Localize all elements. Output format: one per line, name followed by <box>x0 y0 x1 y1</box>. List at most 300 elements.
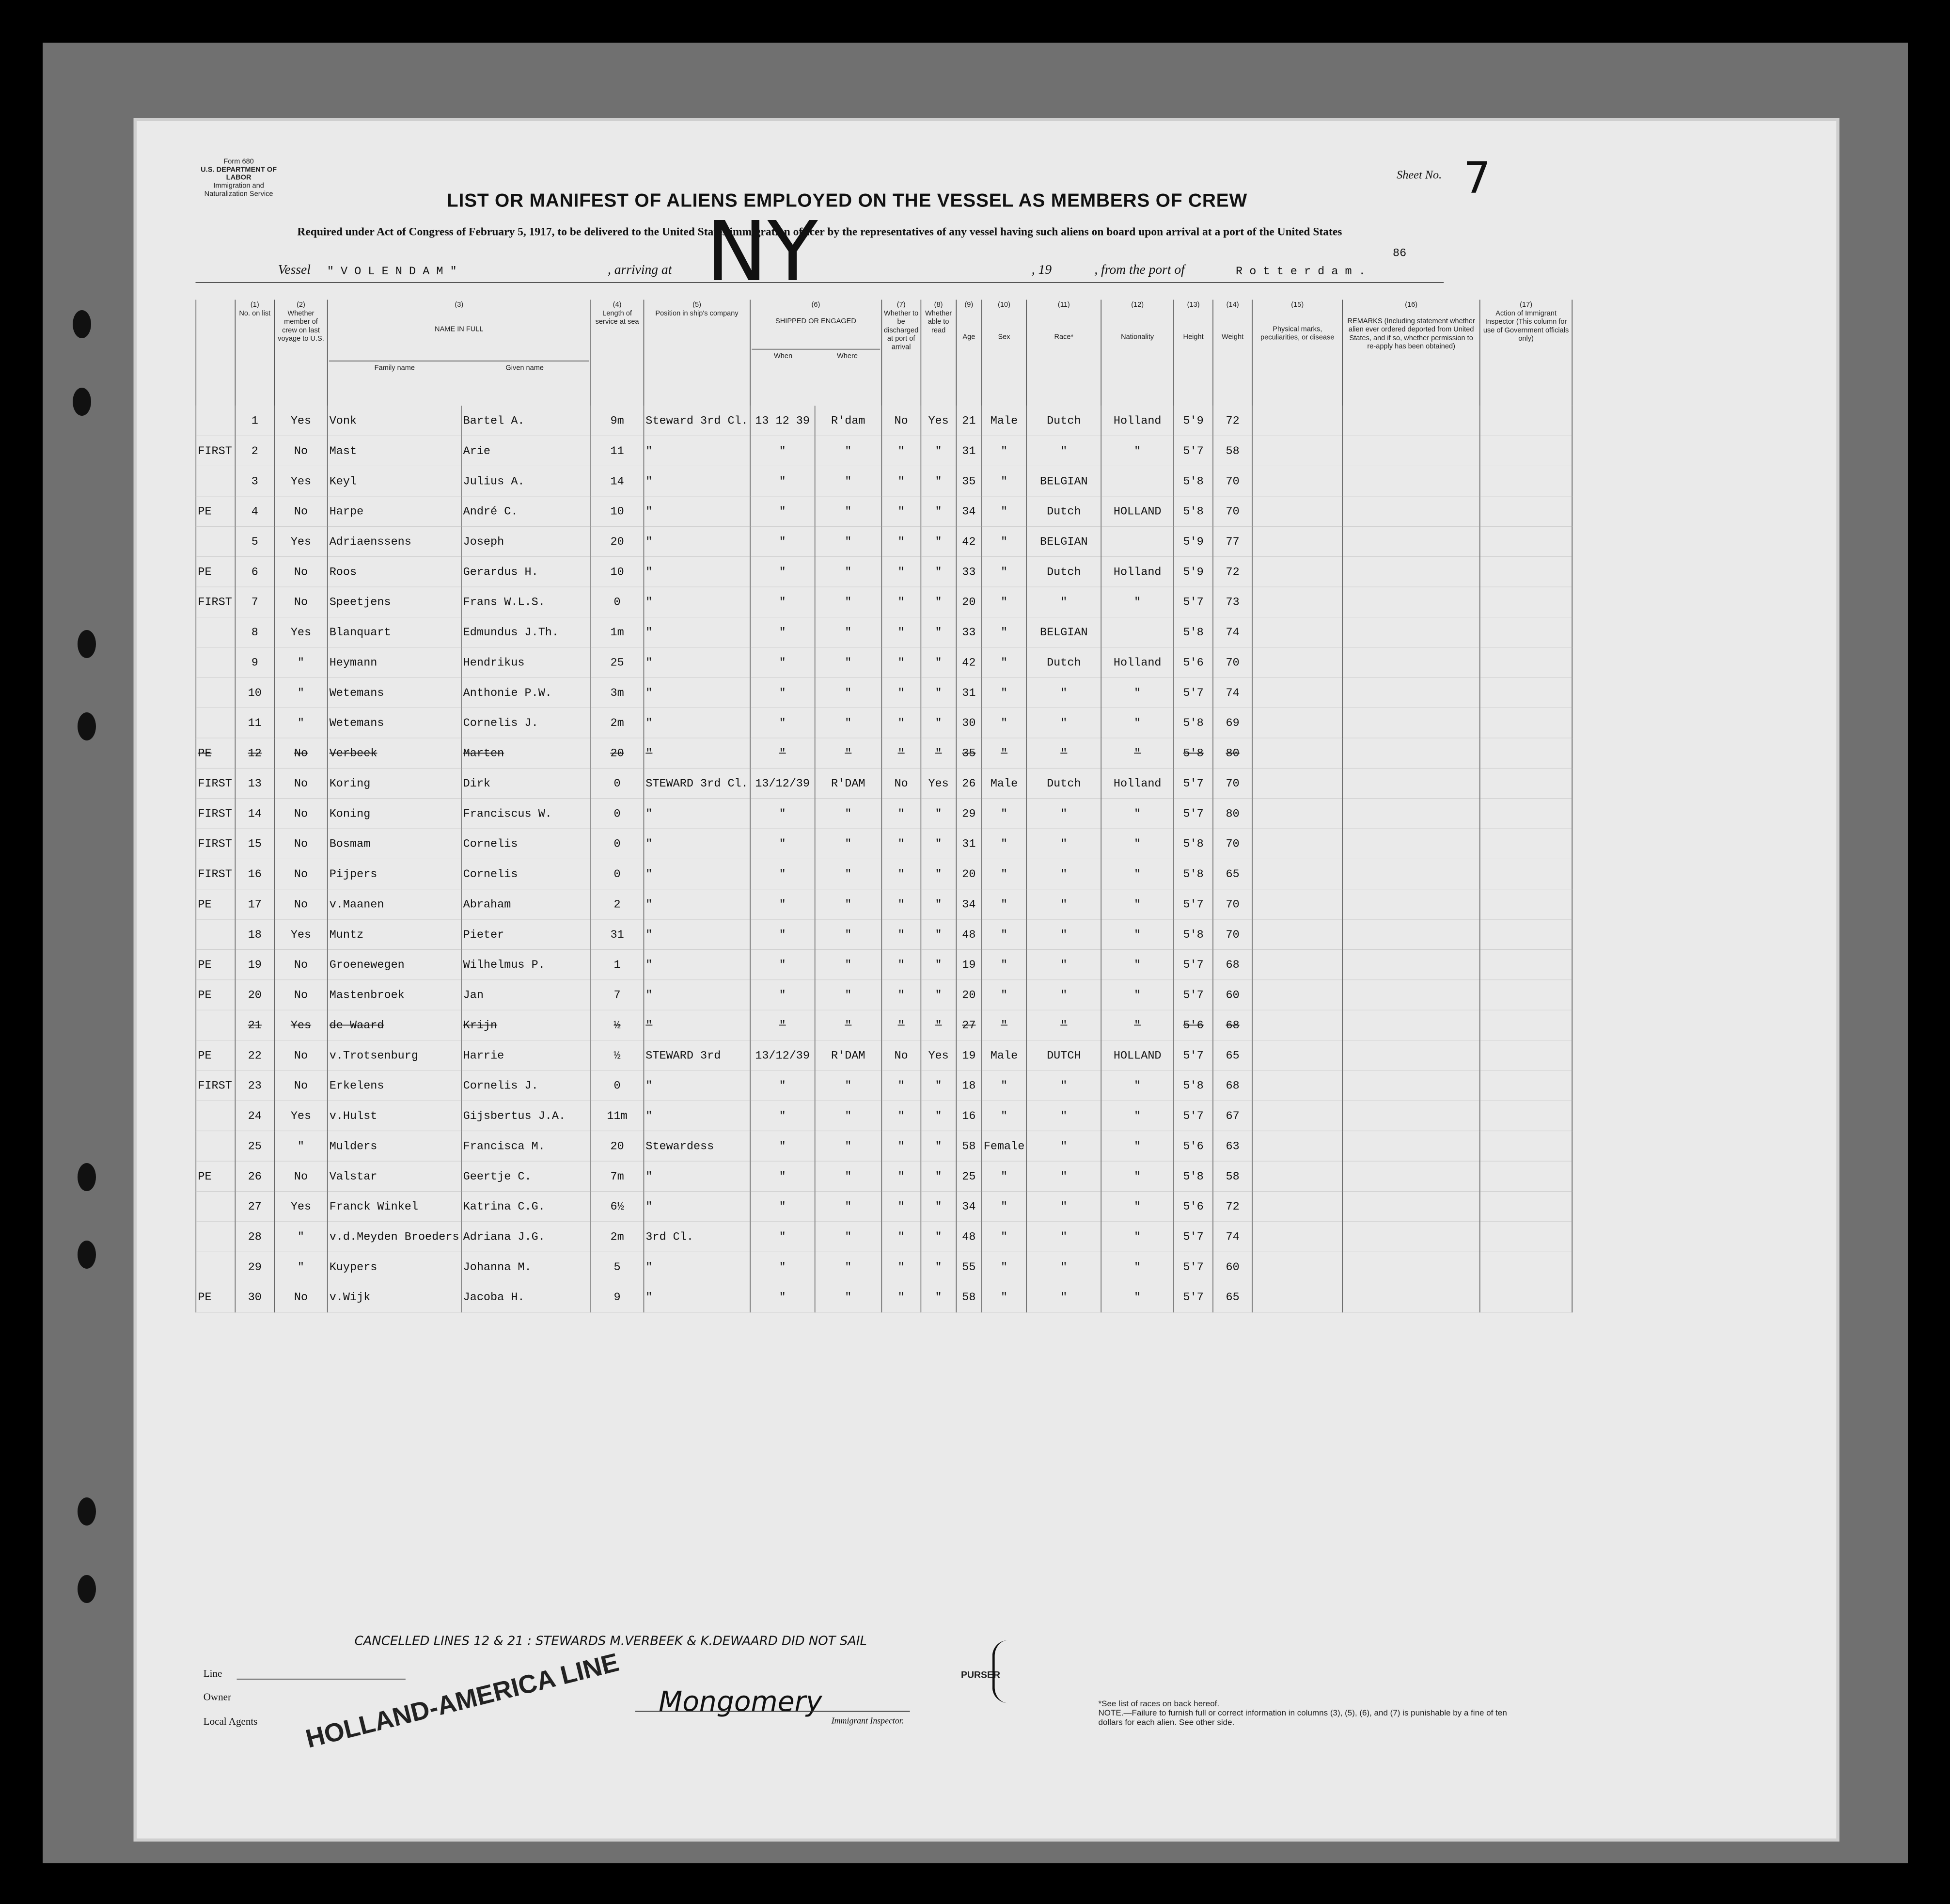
form-number: Form 680 <box>223 157 254 165</box>
row-able-to-read: Yes <box>921 768 956 798</box>
row-inspector-action <box>1480 1040 1572 1070</box>
row-weight: 73 <box>1213 587 1252 617</box>
row-nationality: " <box>1101 436 1174 466</box>
row-age: 34 <box>956 889 982 919</box>
row-height: 5'7 <box>1174 889 1213 919</box>
row-discharged: " <box>881 1161 921 1191</box>
row-discharged: " <box>881 466 921 496</box>
row-age: 19 <box>956 1040 982 1070</box>
col-11-header: (11) Race* <box>1026 300 1101 406</box>
row-height: 5'7 <box>1174 950 1213 980</box>
row-physical-marks <box>1252 1282 1342 1312</box>
row-mark <box>196 1101 235 1131</box>
row-sex: " <box>982 1282 1027 1312</box>
row-inspector-action <box>1480 557 1572 587</box>
row-race: BELGIAN <box>1026 617 1101 647</box>
row-nationality: Holland <box>1101 647 1174 677</box>
row-service-length: 7m <box>591 1161 644 1191</box>
row-given-name: Frans W.L.S. <box>461 587 591 617</box>
row-nationality: " <box>1101 1161 1174 1191</box>
col-6-header: (6) SHIPPED OR ENGAGED When Where <box>750 300 881 406</box>
row-shipped-where: " <box>815 1161 881 1191</box>
row-physical-marks <box>1252 919 1342 949</box>
row-discharged: " <box>881 677 921 708</box>
row-mark <box>196 406 235 436</box>
row-service-length: 9m <box>591 406 644 436</box>
row-inspector-action <box>1480 436 1572 466</box>
row-number: 24 <box>235 1101 274 1131</box>
row-given-name: Pieter <box>461 919 591 949</box>
row-height: 5'6 <box>1174 1131 1213 1161</box>
row-sex: " <box>982 738 1027 768</box>
row-remarks <box>1342 738 1480 768</box>
row-physical-marks <box>1252 526 1342 556</box>
row-inspector-action <box>1480 1161 1572 1191</box>
row-weight: 74 <box>1213 617 1252 647</box>
row-number: 5 <box>235 526 274 556</box>
row-age: 16 <box>956 1101 982 1131</box>
row-position: " <box>644 1252 750 1282</box>
row-physical-marks <box>1252 557 1342 587</box>
row-family-name: Adriaenssens <box>328 526 461 556</box>
row-prior-voyage: Yes <box>274 526 327 556</box>
row-inspector-action <box>1480 466 1572 496</box>
row-age: 42 <box>956 647 982 677</box>
row-shipped-where: " <box>815 647 881 677</box>
row-prior-voyage: No <box>274 1040 327 1070</box>
row-mark: FIRST <box>196 768 235 798</box>
row-sex: " <box>982 436 1027 466</box>
row-shipped-when: " <box>750 1131 815 1161</box>
row-position: " <box>644 889 750 919</box>
row-race: " <box>1026 1070 1101 1101</box>
row-age: 33 <box>956 617 982 647</box>
row-inspector-action <box>1480 768 1572 798</box>
row-number: 15 <box>235 829 274 859</box>
row-physical-marks <box>1252 1161 1342 1191</box>
row-remarks <box>1342 859 1480 889</box>
row-discharged: " <box>881 1252 921 1282</box>
row-remarks <box>1342 889 1480 919</box>
row-discharged: " <box>881 829 921 859</box>
row-given-name: Adriana J.G. <box>461 1222 591 1252</box>
row-remarks <box>1342 1070 1480 1101</box>
row-shipped-where: " <box>815 677 881 708</box>
row-shipped-where: " <box>815 1282 881 1312</box>
row-discharged: " <box>881 1070 921 1101</box>
crew-table <box>196 300 1573 1313</box>
row-physical-marks <box>1252 406 1342 436</box>
row-remarks <box>1342 829 1480 859</box>
row-shipped-where: " <box>815 557 881 587</box>
row-inspector-action <box>1480 829 1572 859</box>
row-service-length: 5 <box>591 1252 644 1282</box>
col-1-header: (1) No. on list <box>235 300 274 406</box>
row-prior-voyage: " <box>274 1222 327 1252</box>
row-shipped-when: " <box>750 1222 815 1252</box>
row-able-to-read: " <box>921 829 956 859</box>
row-remarks <box>1342 526 1480 556</box>
row-inspector-action <box>1480 1131 1572 1161</box>
row-nationality: Holland <box>1101 406 1174 436</box>
row-number: 2 <box>235 436 274 466</box>
row-remarks <box>1342 496 1480 526</box>
row-family-name: Koring <box>328 768 461 798</box>
row-service-length: 0 <box>591 859 644 889</box>
row-service-length: 0 <box>591 768 644 798</box>
row-number: 17 <box>235 889 274 919</box>
row-mark <box>196 466 235 496</box>
row-shipped-where: R'dam <box>815 406 881 436</box>
row-shipped-when: " <box>750 1010 815 1040</box>
table-row <box>196 829 1572 859</box>
row-physical-marks <box>1252 1131 1342 1161</box>
row-sex: " <box>982 1191 1027 1221</box>
row-nationality: " <box>1101 1101 1174 1131</box>
row-height: 5'8 <box>1174 1070 1213 1101</box>
row-family-name: v.Trotsenburg <box>328 1040 461 1070</box>
row-given-name: André C. <box>461 496 591 526</box>
service-name: Immigration and Naturalization Service <box>204 181 273 198</box>
row-height: 5'8 <box>1174 738 1213 768</box>
row-able-to-read: " <box>921 647 956 677</box>
row-family-name: Wetemans <box>328 677 461 708</box>
row-service-length: 20 <box>591 1131 644 1161</box>
row-family-name: Heymann <box>328 647 461 677</box>
row-shipped-where: " <box>815 799 881 829</box>
row-family-name: Keyl <box>328 466 461 496</box>
row-position: " <box>644 526 750 556</box>
row-mark: FIRST <box>196 799 235 829</box>
row-prior-voyage: No <box>274 557 327 587</box>
row-height: 5'7 <box>1174 1282 1213 1312</box>
row-remarks <box>1342 587 1480 617</box>
row-shipped-where: R'DAM <box>815 768 881 798</box>
row-family-name: de Waard <box>328 1010 461 1040</box>
row-discharged: " <box>881 587 921 617</box>
row-race: " <box>1026 1101 1101 1131</box>
row-nationality: " <box>1101 587 1174 617</box>
row-nationality <box>1101 526 1174 556</box>
row-prior-voyage: Yes <box>274 617 327 647</box>
table-row <box>196 587 1572 617</box>
row-nationality: HOLLAND <box>1101 496 1174 526</box>
table-row <box>196 738 1572 768</box>
row-shipped-when: " <box>750 466 815 496</box>
binder-hole <box>73 310 91 338</box>
row-race: " <box>1026 980 1101 1010</box>
row-height: 5'7 <box>1174 587 1213 617</box>
row-number: 29 <box>235 1252 274 1282</box>
row-height: 5'7 <box>1174 768 1213 798</box>
row-discharged: " <box>881 919 921 949</box>
row-age: 48 <box>956 919 982 949</box>
row-mark: PE <box>196 557 235 587</box>
row-number: 6 <box>235 557 274 587</box>
row-able-to-read: " <box>921 587 956 617</box>
table-row <box>196 799 1572 829</box>
row-position: " <box>644 859 750 889</box>
row-position: " <box>644 708 750 738</box>
table-row <box>196 526 1572 556</box>
row-height: 5'6 <box>1174 1191 1213 1221</box>
row-prior-voyage: No <box>274 587 327 617</box>
row-given-name: Cornelis J. <box>461 708 591 738</box>
row-shipped-when: " <box>750 1070 815 1101</box>
row-race: " <box>1026 436 1101 466</box>
row-weight: 63 <box>1213 1131 1252 1161</box>
row-given-name: Cornelis <box>461 859 591 889</box>
table-row <box>196 980 1572 1010</box>
table-row <box>196 677 1572 708</box>
row-shipped-when: " <box>750 708 815 738</box>
row-nationality: Holland <box>1101 768 1174 798</box>
row-nationality: " <box>1101 1010 1174 1040</box>
row-given-name: Katrina C.G. <box>461 1191 591 1221</box>
row-age: 21 <box>956 406 982 436</box>
local-agents-label: Local Agents <box>203 1715 258 1727</box>
row-age: 20 <box>956 859 982 889</box>
row-physical-marks <box>1252 1010 1342 1040</box>
row-age: 31 <box>956 677 982 708</box>
row-service-length: ½ <box>591 1010 644 1040</box>
table-row <box>196 436 1572 466</box>
row-shipped-where: " <box>815 466 881 496</box>
row-shipped-when: " <box>750 980 815 1010</box>
row-number: 28 <box>235 1222 274 1252</box>
form-subtitle: Required under Act of Congress of February 5, 1917, to be delivered to the United States immigration officer by the representatives of any vessel having such aliens on board upon arrival at a port of the United States <box>297 225 1342 238</box>
table-row <box>196 557 1572 587</box>
row-prior-voyage: No <box>274 799 327 829</box>
row-inspector-action <box>1480 1282 1572 1312</box>
row-number: 10 <box>235 677 274 708</box>
row-sex: " <box>982 677 1027 708</box>
row-weight: 80 <box>1213 738 1252 768</box>
table-row <box>196 1161 1572 1191</box>
row-height: 5'9 <box>1174 557 1213 587</box>
table-row <box>196 768 1572 798</box>
row-shipped-when: " <box>750 950 815 980</box>
row-inspector-action <box>1480 950 1572 980</box>
row-weight: 68 <box>1213 1010 1252 1040</box>
row-shipped-where: " <box>815 919 881 949</box>
row-shipped-when: " <box>750 889 815 919</box>
row-remarks <box>1342 799 1480 829</box>
row-shipped-where: " <box>815 889 881 919</box>
table-row <box>196 1252 1572 1282</box>
row-weight: 68 <box>1213 1070 1252 1101</box>
row-able-to-read: " <box>921 617 956 647</box>
table-row <box>196 859 1572 889</box>
row-remarks <box>1342 617 1480 647</box>
row-able-to-read: " <box>921 1191 956 1221</box>
binder-hole <box>78 1497 96 1526</box>
row-race: " <box>1026 587 1101 617</box>
row-discharged: " <box>881 1222 921 1252</box>
row-given-name: Gijsbertus J.A. <box>461 1101 591 1131</box>
row-shipped-when: " <box>750 1161 815 1191</box>
row-number: 23 <box>235 1070 274 1101</box>
row-height: 5'9 <box>1174 406 1213 436</box>
row-given-name: Johanna M. <box>461 1252 591 1282</box>
department-name: U.S. DEPARTMENT OF LABOR <box>201 165 277 182</box>
row-family-name: Pijpers <box>328 859 461 889</box>
row-position: STEWARD 3rd Cl. <box>644 768 750 798</box>
row-nationality: " <box>1101 919 1174 949</box>
row-weight: 65 <box>1213 859 1252 889</box>
row-prior-voyage: No <box>274 1161 327 1191</box>
row-remarks <box>1342 647 1480 677</box>
row-number: 27 <box>235 1191 274 1221</box>
row-remarks <box>1342 1191 1480 1221</box>
row-shipped-when: " <box>750 1252 815 1282</box>
row-mark: PE <box>196 738 235 768</box>
row-discharged: " <box>881 799 921 829</box>
row-remarks <box>1342 1161 1480 1191</box>
row-age: 33 <box>956 557 982 587</box>
row-mark: FIRST <box>196 859 235 889</box>
row-weight: 65 <box>1213 1040 1252 1070</box>
row-remarks <box>1342 708 1480 738</box>
binder-hole <box>78 1163 96 1191</box>
row-shipped-when: " <box>750 677 815 708</box>
table-row <box>196 1101 1572 1131</box>
row-position: " <box>644 1101 750 1131</box>
row-service-length: 10 <box>591 557 644 587</box>
row-sex: Male <box>982 406 1027 436</box>
row-position: " <box>644 677 750 708</box>
row-height: 5'8 <box>1174 617 1213 647</box>
row-mark: FIRST <box>196 587 235 617</box>
row-mark: PE <box>196 889 235 919</box>
row-height: 5'8 <box>1174 708 1213 738</box>
row-number: 9 <box>235 647 274 677</box>
row-age: 20 <box>956 980 982 1010</box>
row-remarks <box>1342 950 1480 980</box>
col-5-header: (5) Position in ship's company <box>644 300 750 406</box>
row-family-name: Roos <box>328 557 461 587</box>
row-sex: " <box>982 829 1027 859</box>
row-sex: " <box>982 950 1027 980</box>
row-race: " <box>1026 1161 1101 1191</box>
row-weight: 70 <box>1213 919 1252 949</box>
row-height: 5'9 <box>1174 526 1213 556</box>
row-physical-marks <box>1252 1070 1342 1101</box>
row-discharged: " <box>881 617 921 647</box>
row-race: DUTCH <box>1026 1040 1101 1070</box>
col-3-header: (3) NAME IN FULL Family name Given name <box>328 300 591 406</box>
row-prior-voyage: No <box>274 980 327 1010</box>
row-discharged: " <box>881 1282 921 1312</box>
row-prior-voyage: " <box>274 708 327 738</box>
row-shipped-where: " <box>815 587 881 617</box>
row-physical-marks <box>1252 496 1342 526</box>
row-discharged: " <box>881 1131 921 1161</box>
form-id-block <box>196 157 282 198</box>
row-inspector-action <box>1480 647 1572 677</box>
table-row <box>196 466 1572 496</box>
row-service-length: 10 <box>591 496 644 526</box>
row-physical-marks <box>1252 587 1342 617</box>
row-mark: FIRST <box>196 1070 235 1101</box>
row-remarks <box>1342 436 1480 466</box>
row-race: Dutch <box>1026 647 1101 677</box>
row-given-name: Marten <box>461 738 591 768</box>
row-race: " <box>1026 1131 1101 1161</box>
row-shipped-where: " <box>815 708 881 738</box>
year-prefix: , 19 <box>1031 262 1052 277</box>
row-sex: Male <box>982 768 1027 798</box>
row-given-name: Krijn <box>461 1010 591 1040</box>
row-shipped-when: " <box>750 617 815 647</box>
row-inspector-action <box>1480 799 1572 829</box>
row-sex: " <box>982 1070 1027 1101</box>
inspector-signature: Mongomery <box>659 1685 822 1718</box>
row-inspector-action <box>1480 738 1572 768</box>
row-shipped-where: " <box>815 526 881 556</box>
row-remarks <box>1342 1222 1480 1252</box>
row-position: " <box>644 1191 750 1221</box>
row-nationality: " <box>1101 950 1174 980</box>
row-position: " <box>644 799 750 829</box>
row-physical-marks <box>1252 859 1342 889</box>
row-physical-marks <box>1252 1101 1342 1131</box>
row-race: " <box>1026 829 1101 859</box>
row-family-name: Valstar <box>328 1161 461 1191</box>
row-height: 5'6 <box>1174 647 1213 677</box>
row-inspector-action <box>1480 1070 1572 1101</box>
row-mark: PE <box>196 980 235 1010</box>
row-position: " <box>644 1010 750 1040</box>
row-shipped-when: 13 12 39 <box>750 406 815 436</box>
row-given-name: Joseph <box>461 526 591 556</box>
row-weight: 69 <box>1213 708 1252 738</box>
row-shipped-where: " <box>815 496 881 526</box>
row-number: 18 <box>235 919 274 949</box>
row-family-name: v.Wijk <box>328 1282 461 1312</box>
row-height: 5'7 <box>1174 677 1213 708</box>
row-age: 31 <box>956 829 982 859</box>
row-given-name: Gerardus H. <box>461 557 591 587</box>
row-prior-voyage: Yes <box>274 466 327 496</box>
row-shipped-when: " <box>750 738 815 768</box>
row-mark <box>196 617 235 647</box>
table-row <box>196 496 1572 526</box>
row-service-length: 25 <box>591 647 644 677</box>
row-age: 35 <box>956 466 982 496</box>
row-service-length: 1 <box>591 950 644 980</box>
col-9-header: (9) Age <box>956 300 982 406</box>
row-able-to-read: " <box>921 919 956 949</box>
row-able-to-read: " <box>921 799 956 829</box>
row-position: " <box>644 1282 750 1312</box>
row-inspector-action <box>1480 1252 1572 1282</box>
row-number: 8 <box>235 617 274 647</box>
family-name-header: Family name <box>374 363 415 372</box>
row-physical-marks <box>1252 436 1342 466</box>
row-race: " <box>1026 799 1101 829</box>
row-remarks <box>1342 1252 1480 1282</box>
row-physical-marks <box>1252 708 1342 738</box>
row-number: 14 <box>235 799 274 829</box>
row-race: " <box>1026 1222 1101 1252</box>
row-inspector-action <box>1480 1010 1572 1040</box>
row-given-name: Geertje C. <box>461 1161 591 1191</box>
row-discharged: " <box>881 647 921 677</box>
row-prior-voyage: Yes <box>274 1010 327 1040</box>
row-height: 5'7 <box>1174 1222 1213 1252</box>
row-service-length: 20 <box>591 526 644 556</box>
